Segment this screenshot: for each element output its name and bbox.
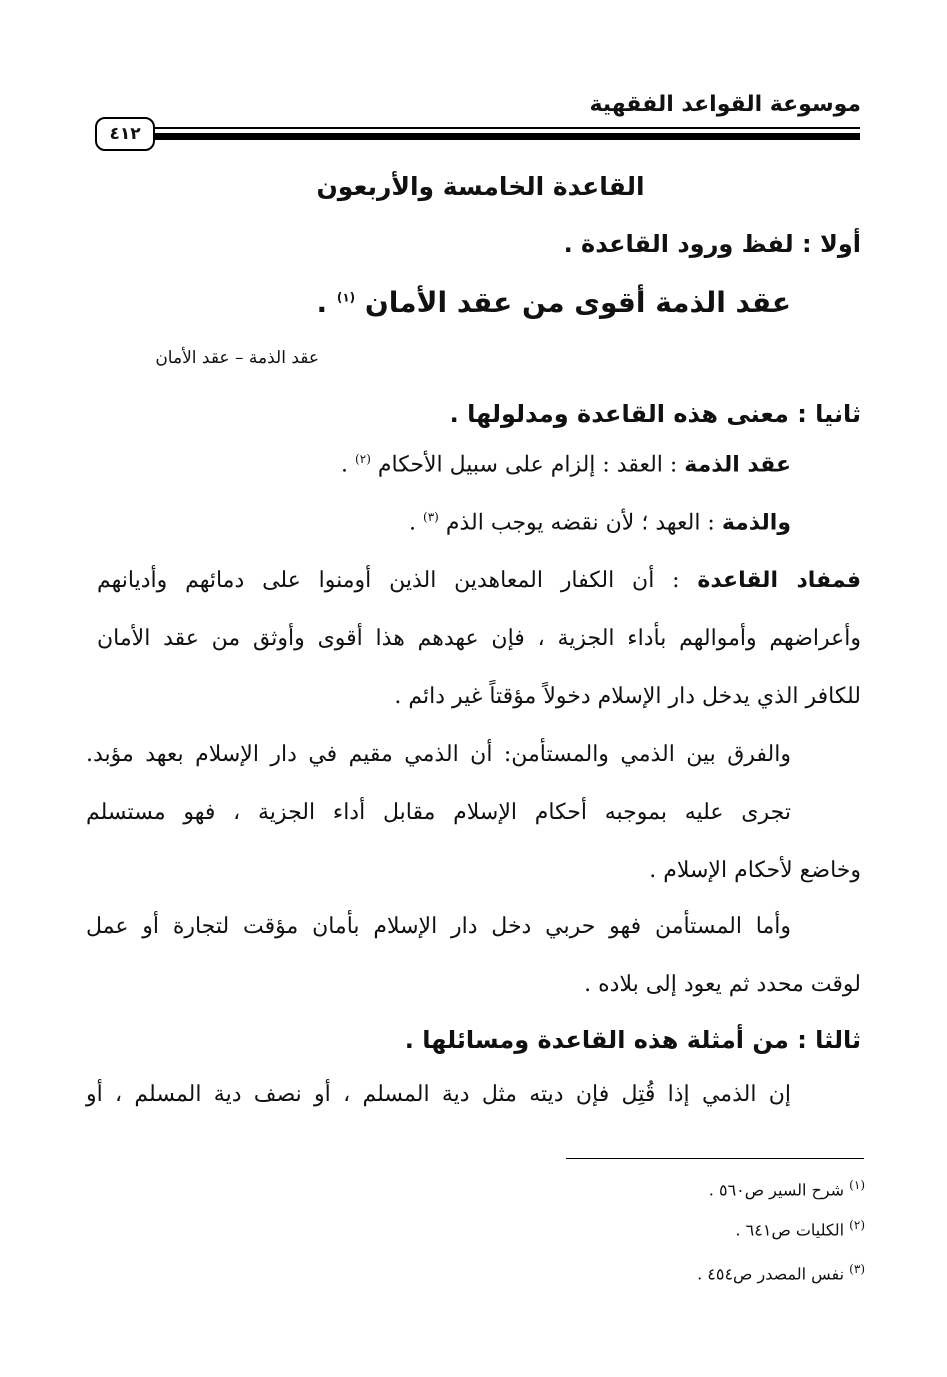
mustamin-line-1: وأما المستأمن فهو حربي دخل دار الإسلام بأمان مؤقت لتجارة أو عمل bbox=[86, 914, 791, 939]
definition-end: . bbox=[409, 510, 424, 536]
footnote-ref-3: (٣) bbox=[423, 510, 439, 524]
difference-line-3: وخاضع لأحكام الإسلام . bbox=[649, 858, 861, 883]
section-heading-wording: أولا : لفظ ورود القاعدة . bbox=[563, 230, 861, 258]
footnote-number: (٣) bbox=[849, 1262, 865, 1276]
footnote-3 bbox=[697, 1262, 865, 1283]
definition-dhimma-contract bbox=[341, 452, 791, 477]
footnote-separator bbox=[566, 1158, 864, 1159]
book-title: موسوعة القواعد الفقهية bbox=[589, 92, 861, 117]
footnote-2 bbox=[735, 1218, 865, 1239]
footnote-ref-1: (١) bbox=[336, 290, 356, 305]
definition-term: والذمة bbox=[721, 510, 791, 536]
rule-statement bbox=[316, 286, 791, 319]
example-line-1: إن الذمي إذا قُتِل فإن ديته مثل دية المسلم ، أو نصف دية المسلم ، أو bbox=[86, 1082, 791, 1107]
footnote-text: شرح السير ص٥٦٠ . bbox=[708, 1180, 850, 1200]
footnote-ref-2: (٢) bbox=[355, 452, 371, 466]
page-number: ٤١٢ bbox=[95, 117, 155, 151]
definition-dhimma bbox=[409, 510, 791, 535]
rule-statement-text: عقد الذمة أقوى من عقد الأمان bbox=[364, 286, 791, 319]
definition-term: عقد الذمة bbox=[684, 452, 791, 478]
keywords: عقد الذمة – عقد الأمان bbox=[155, 348, 319, 368]
section-heading-examples: ثالثا : من أمثلة هذه القاعدة ومسائلها . bbox=[404, 1026, 861, 1054]
header-rule-thick bbox=[96, 133, 860, 140]
footnote-text: الكليات ص٦٤١ . bbox=[735, 1220, 850, 1240]
footnote-1 bbox=[709, 1178, 865, 1199]
header-rule-thin bbox=[96, 127, 860, 129]
footnote-number: (١) bbox=[849, 1178, 865, 1192]
difference-line-2: تجرى عليه بموجبه أحكام الإسلام مقابل أداء الجزية ، فهو مستسلم bbox=[86, 800, 791, 825]
footnote-text: نفس المصدر ص٤٥٤ . bbox=[697, 1264, 850, 1284]
meaning-line-3: للكافر الذي يدخل دار الإسلام دخولاً مؤقتاً غير دائم . bbox=[394, 684, 861, 709]
meaning-line-1 bbox=[97, 568, 861, 593]
section-heading-meaning: ثانيا : معنى هذه القاعدة ومدلولها . bbox=[449, 400, 861, 428]
rule-title: القاعدة الخامسة والأربعون bbox=[316, 172, 645, 201]
rule-statement-end: . bbox=[316, 286, 328, 319]
difference-line-1: والفرق بين الذمي والمستأمن: أن الذمي مقيم في دار الإسلام بعهد مؤبد. bbox=[86, 742, 791, 767]
meaning-text: : أن الكفار المعاهدين الذين أومنوا على دمائهم وأديانهم bbox=[97, 568, 698, 593]
footnote-number: (٢) bbox=[849, 1218, 865, 1232]
definition-end: . bbox=[341, 452, 356, 478]
mustamin-line-2: لوقت محدد ثم يعود إلى بلاده . bbox=[584, 972, 861, 997]
meaning-line-2: وأعراضهم وأموالهم بأداء الجزية ، فإن عهدهم هذا أقوى وأوثق من عقد الأمان bbox=[97, 626, 861, 651]
definition-text: : العهد ؛ لأن نقضه يوجب الذم bbox=[445, 510, 722, 536]
definition-text: : العقد : إلزام على سبيل الأحكام bbox=[377, 452, 685, 478]
meaning-term: فمفاد القاعدة bbox=[697, 568, 861, 593]
